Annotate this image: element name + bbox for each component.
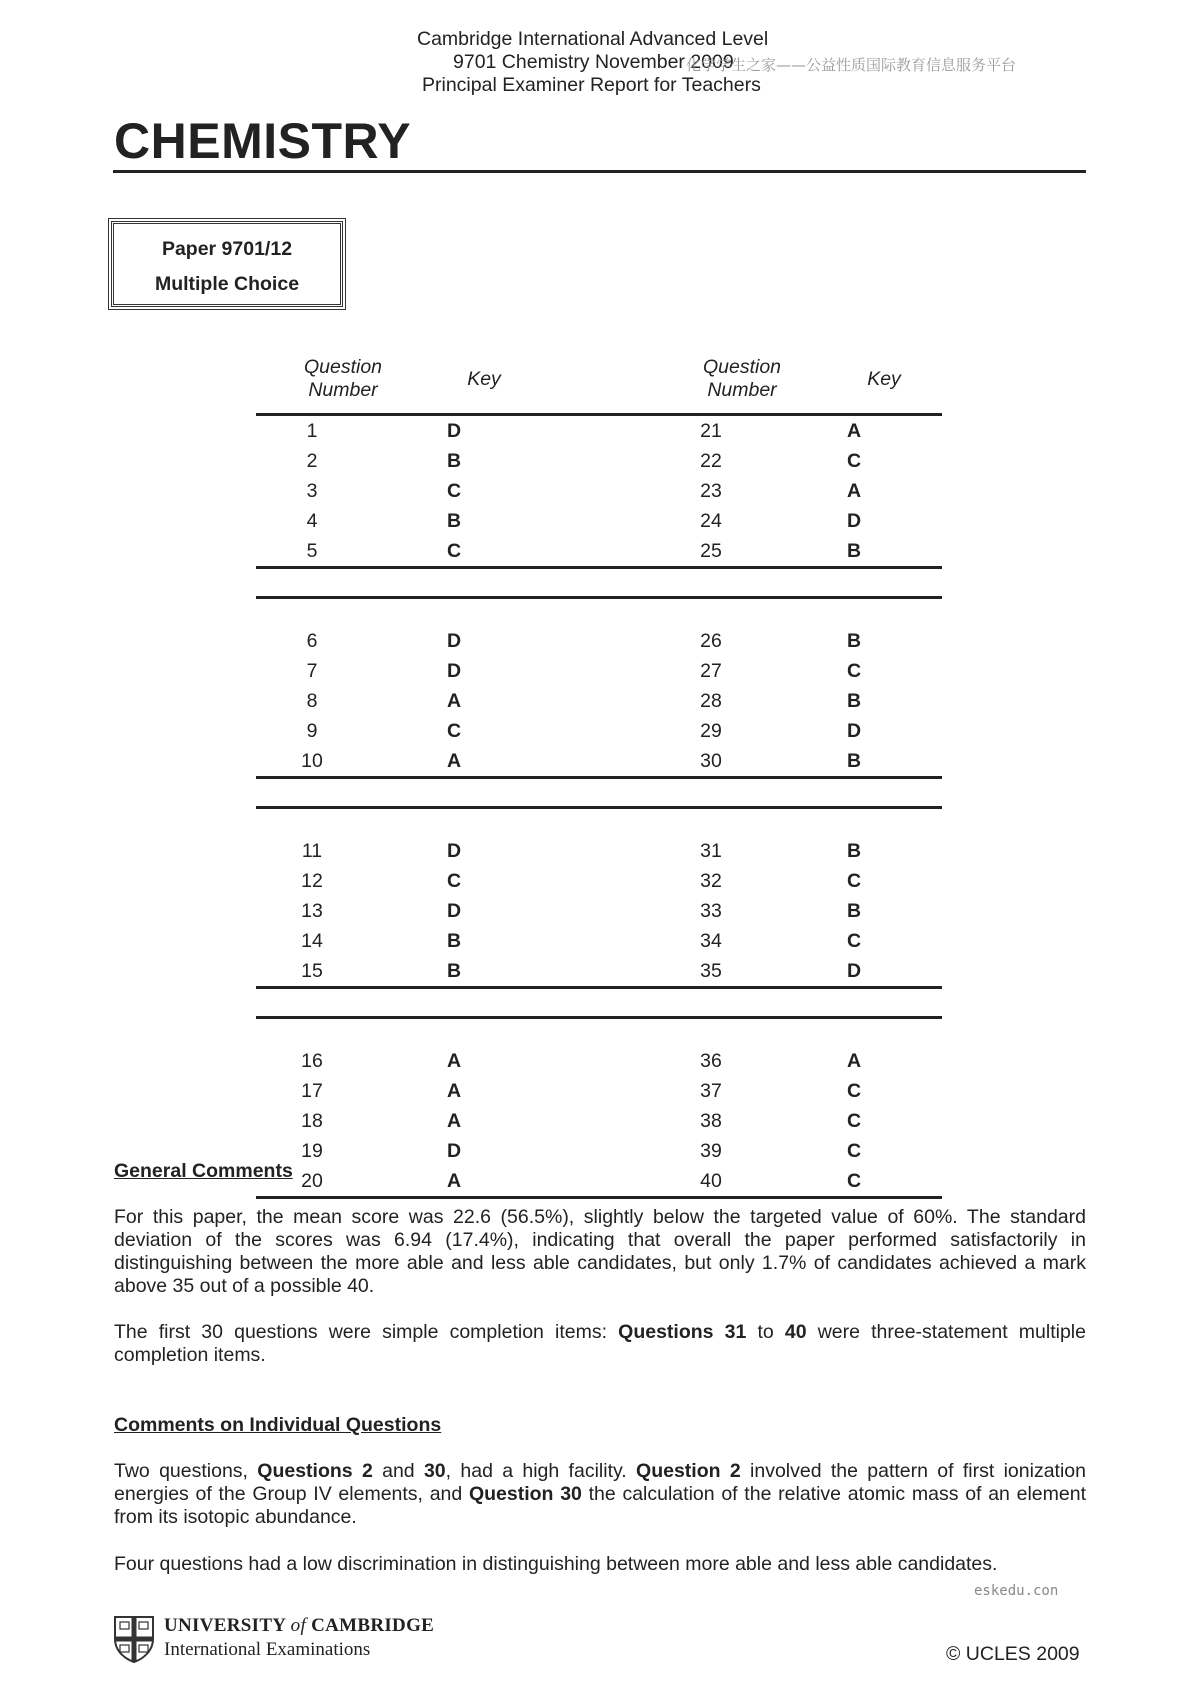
question-number: 9 — [306, 720, 318, 742]
question-number: 25 — [700, 540, 722, 562]
header-line-1: Cambridge International Advanced Level — [417, 28, 769, 50]
table-rule — [256, 1016, 942, 1019]
eskedu-watermark: eskedu.con — [974, 1583, 1059, 1599]
question-number: 30 — [700, 750, 722, 772]
title-divider — [113, 170, 1086, 173]
col-header-key-right: Key — [867, 368, 901, 390]
question-number: 26 — [700, 630, 722, 652]
watermark: 化学学生之家——公益性质国际教育信息服务平台 — [686, 56, 1017, 74]
paper-code: Paper 9701/12 — [161, 238, 293, 260]
answer-key: B — [446, 960, 462, 982]
answer-key: B — [446, 930, 462, 952]
answer-key: D — [446, 840, 462, 862]
table-rule — [256, 806, 942, 809]
answer-key: A — [446, 1050, 462, 1072]
answer-key: A — [846, 480, 862, 502]
text-run: were three-statement multiple completion items. — [114, 1321, 1086, 1366]
answer-key: C — [446, 870, 462, 892]
question-number: 24 — [700, 510, 722, 532]
question-number: 28 — [700, 690, 722, 712]
answer-key: B — [446, 510, 462, 532]
question-number: 13 — [301, 900, 323, 922]
col-header-question-line2: Number — [707, 379, 777, 401]
answer-key: B — [846, 840, 862, 862]
copyright: © UCLES 2009 — [946, 1643, 1080, 1665]
question-number: 12 — [301, 870, 323, 892]
answer-key: D — [446, 660, 462, 682]
text-run-bold: Question 30 — [468, 1483, 582, 1505]
question-number: 3 — [306, 480, 318, 502]
answer-key: C — [846, 1170, 862, 1192]
answer-key: C — [446, 720, 462, 742]
text-run: CAMBRIDGE — [306, 1615, 435, 1636]
header-line-3: Principal Examiner Report for Teachers — [422, 74, 761, 96]
university-wordmark — [164, 1614, 434, 1662]
question-number: 15 — [301, 960, 323, 982]
question-number: 38 — [700, 1110, 722, 1132]
table-rule — [256, 776, 942, 779]
answer-key: C — [846, 1080, 862, 1102]
question-number: 7 — [306, 660, 318, 682]
answer-key: C — [446, 540, 462, 562]
question-number: 33 — [700, 900, 722, 922]
general-comments-paragraph-2 — [114, 1321, 1086, 1367]
question-number: 37 — [700, 1080, 722, 1102]
text-run: involved the pattern of first ionization energies of the Group IV elements, and — [114, 1460, 1086, 1505]
question-number: 1 — [306, 420, 318, 442]
text-run-bold: Questions 31 — [618, 1321, 747, 1343]
general-comments-paragraph-1: For this paper, the mean score was 22.6 (56.5%), slightly below the targeted value of 60%. The standard deviation of the scores was 6.94 (17.4%), indicating that overall the paper performed satisfactorily in distinguishing between the more able and less able candidates, but only 1.7% of candidates achieved a mark above 35 out of a possible 40. — [114, 1206, 1086, 1297]
answer-key: B — [846, 630, 862, 652]
text-run: to — [746, 1321, 785, 1343]
answer-key: C — [846, 660, 862, 682]
text-run: UNIVERSITY — [164, 1615, 291, 1636]
university-shield-icon — [113, 1615, 155, 1663]
question-number: 16 — [301, 1050, 323, 1072]
general-comments-heading: General Comments — [114, 1160, 293, 1182]
answer-key: B — [846, 900, 862, 922]
question-number: 40 — [700, 1170, 722, 1192]
col-header-question-line2: Number — [308, 379, 378, 401]
col-header-question-line1: Question — [702, 356, 782, 378]
text-run: The first 30 questions were simple completion items: — [114, 1321, 619, 1343]
text-run-bold: Questions 2 — [257, 1460, 373, 1482]
question-number: 4 — [306, 510, 318, 532]
question-number: 14 — [301, 930, 323, 952]
question-number: 5 — [306, 540, 318, 562]
answer-key: A — [446, 690, 462, 712]
question-number: 29 — [700, 720, 722, 742]
question-number: 17 — [301, 1080, 323, 1102]
answer-key: C — [446, 480, 462, 502]
table-rule — [256, 566, 942, 569]
answer-key: D — [846, 510, 862, 532]
text-run: the calculation of the relative atomic mass of an element from its isotopic abundance. — [114, 1483, 1086, 1528]
question-number: 23 — [700, 480, 722, 502]
paper-box — [111, 221, 343, 307]
answer-key: B — [846, 750, 862, 772]
text-run: , had a high facility. — [445, 1460, 637, 1482]
question-number: 6 — [306, 630, 318, 652]
individual-comments-paragraph-1 — [114, 1460, 1086, 1529]
answer-key: C — [846, 450, 862, 472]
table-rule — [256, 413, 942, 416]
question-number: 21 — [700, 420, 722, 442]
question-number: 19 — [301, 1140, 323, 1162]
question-number: 8 — [306, 690, 318, 712]
question-number: 2 — [306, 450, 318, 472]
question-number: 10 — [301, 750, 323, 772]
question-number: 27 — [700, 660, 722, 682]
question-number: 32 — [700, 870, 722, 892]
col-header-question-left — [283, 356, 403, 402]
question-number: 36 — [700, 1050, 722, 1072]
text-run: Two questions, — [114, 1460, 258, 1482]
col-header-key-left: Key — [467, 368, 501, 390]
answer-key: D — [446, 1140, 462, 1162]
text-run-italic: of — [290, 1615, 307, 1636]
answer-key: A — [446, 1170, 462, 1192]
answer-key: D — [446, 900, 462, 922]
question-number: 31 — [700, 840, 722, 862]
col-header-question-right — [682, 356, 802, 402]
question-number: 22 — [700, 450, 722, 472]
individual-comments-heading: Comments on Individual Questions — [114, 1414, 442, 1436]
answer-key: C — [846, 870, 862, 892]
header-line-2: 9701 Chemistry November 2009 — [453, 51, 734, 73]
answer-key: C — [846, 1110, 862, 1132]
university-name — [164, 1614, 434, 1638]
organisation-name: International Examinations — [164, 1639, 371, 1660]
answer-key: A — [846, 420, 862, 442]
page-title: CHEMISTRY — [114, 113, 412, 169]
answer-key: D — [846, 720, 862, 742]
table-rule — [256, 986, 942, 989]
question-number: 18 — [301, 1110, 323, 1132]
individual-comments-paragraph-2: Four questions had a low discrimination in distinguishing between more able and less able candidates. — [114, 1553, 998, 1575]
table-rule — [256, 596, 942, 599]
text-run-bold: 40 — [784, 1321, 807, 1343]
answer-key: A — [446, 1110, 462, 1132]
text-run: and — [372, 1460, 424, 1482]
answer-key: A — [846, 1050, 862, 1072]
table-rule — [256, 1196, 942, 1199]
answer-key: D — [446, 630, 462, 652]
question-number: 39 — [700, 1140, 722, 1162]
answer-key: B — [846, 690, 862, 712]
text-run-bold: Question 2 — [636, 1460, 741, 1482]
col-header-question-line1: Question — [303, 356, 383, 378]
answer-key: C — [846, 930, 862, 952]
question-number: 35 — [700, 960, 722, 982]
answer-key: D — [446, 420, 462, 442]
text-run-bold: 30 — [423, 1460, 446, 1482]
answer-key: D — [846, 960, 862, 982]
question-number: 20 — [301, 1170, 323, 1192]
answer-key: B — [446, 450, 462, 472]
answer-key: A — [446, 750, 462, 772]
answer-key: A — [446, 1080, 462, 1102]
answer-key: B — [846, 540, 862, 562]
question-number: 34 — [700, 930, 722, 952]
question-number: 11 — [301, 840, 323, 862]
paper-type: Multiple Choice — [154, 273, 300, 295]
answer-key: C — [846, 1140, 862, 1162]
